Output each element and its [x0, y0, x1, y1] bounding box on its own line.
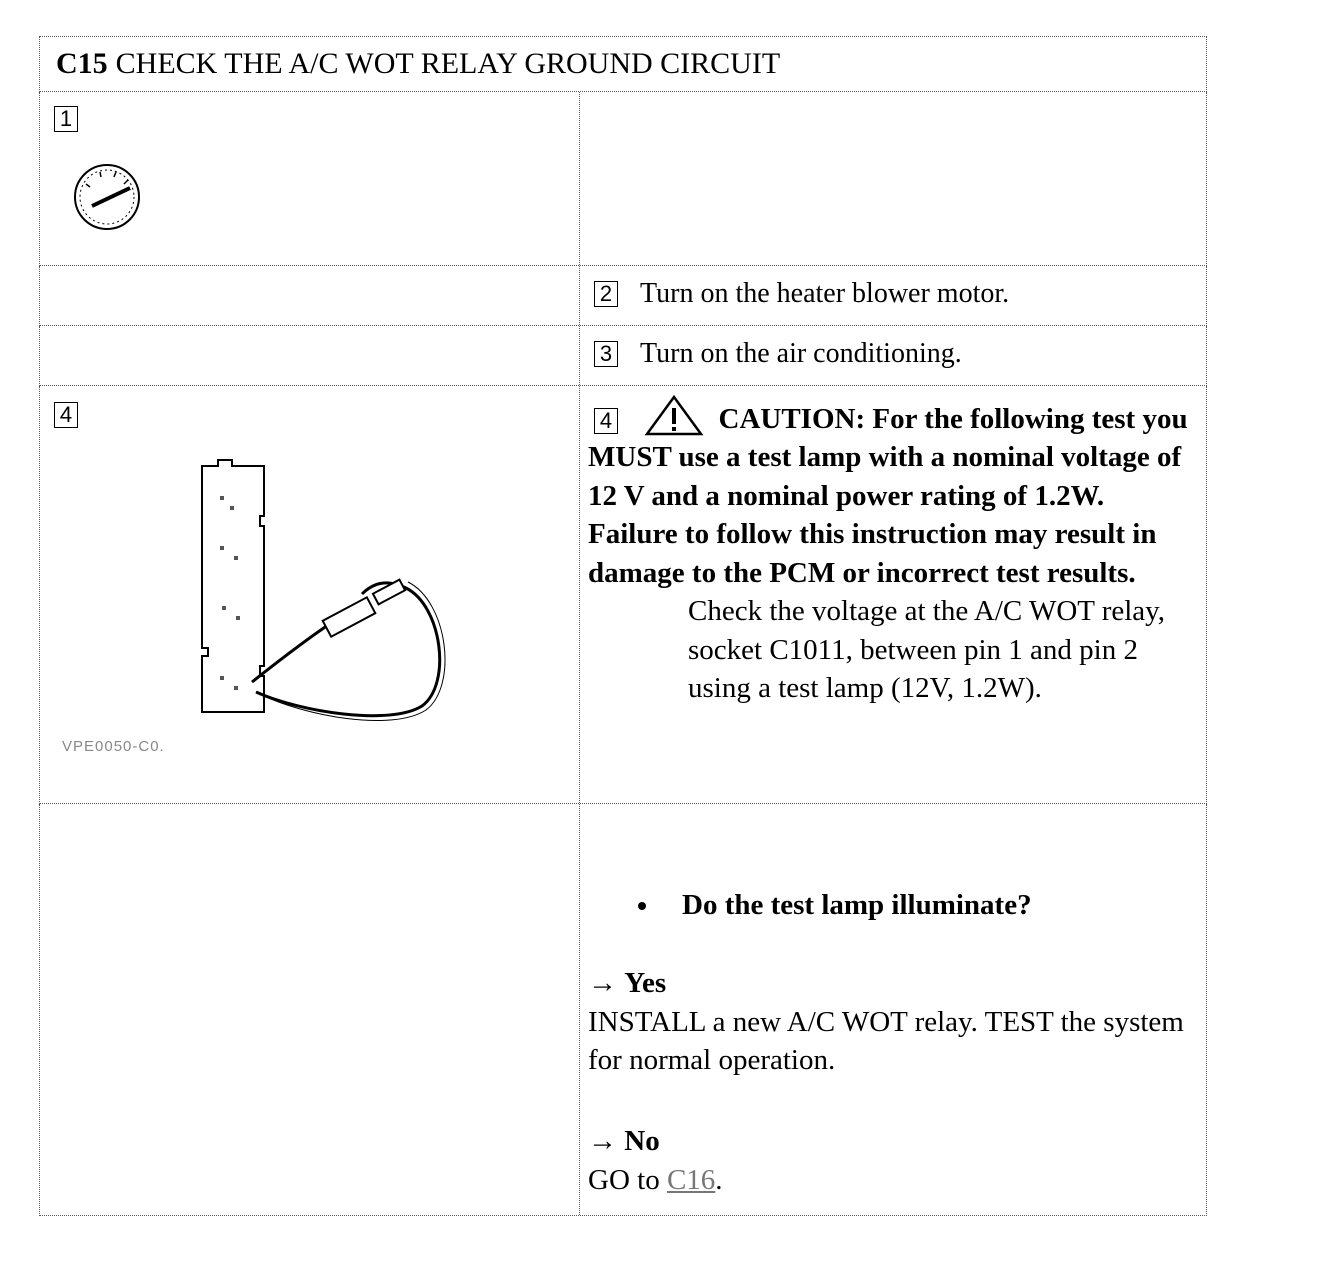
test-step-table	[39, 36, 1207, 1216]
step-3-line	[594, 338, 962, 370]
caution-block	[588, 394, 1196, 708]
question-text: Do the test lamp illuminate?	[682, 889, 1032, 921]
warning-triangle-icon	[643, 394, 705, 438]
step-3-right	[580, 326, 1206, 385]
goto-c16-link[interactable]: C16	[666, 1163, 716, 1196]
step-row-3	[39, 326, 1207, 386]
step-2-left	[40, 266, 580, 325]
step-4-right	[580, 386, 1206, 803]
question-item	[638, 889, 1032, 922]
arrow-right-icon: →	[588, 1125, 625, 1157]
no-prefix: GO to	[588, 1163, 667, 1196]
step-4-instruction: Check the voltage at the A/C WOT relay, socket C1011, between pin 1 and pin 2 using a test lamp (12V, 1.2W).	[688, 595, 1166, 704]
no-label: No	[624, 1125, 660, 1157]
yes-label: Yes	[624, 967, 667, 999]
step-2-line	[594, 278, 1009, 310]
yes-text: INSTALL a new A/C WOT relay. TEST the system for normal operation.	[588, 1005, 1184, 1076]
step-2-number: 2	[594, 281, 618, 307]
step-3-left	[40, 326, 580, 385]
step-4-number: 4	[594, 408, 618, 434]
relay-test-lamp-illustration	[190, 456, 450, 756]
step-1-number: 1	[54, 106, 78, 132]
step-1-left	[40, 92, 580, 265]
bullet-icon	[638, 902, 646, 910]
ignition-gauge-icon	[70, 162, 144, 232]
step-title: CHECK THE A/C WOT RELAY GROUND CIRCUIT	[115, 47, 781, 80]
step-3-text: Turn on the air conditioning.	[640, 338, 962, 369]
step-2-right	[580, 266, 1206, 325]
step-row-4	[39, 386, 1207, 804]
no-answer	[588, 1122, 723, 1199]
step-1-right	[580, 92, 1206, 265]
result-cell	[580, 804, 1206, 1215]
caution-text: CAUTION: For the following test you MUST use a test lamp with a nominal voltage of 12 V and a nominal power rating of 1.2W. Failure to follow this instruction may result in damage to the PCM or incorrect test results.	[588, 402, 1188, 589]
no-suffix: .	[715, 1163, 723, 1196]
step-2-text: Turn on the heater blower motor.	[640, 278, 1010, 309]
step-5-left	[40, 804, 580, 1215]
illustration-caption: VPE0050-C0.	[62, 738, 165, 755]
yes-answer	[588, 964, 1206, 1080]
step-row-2	[39, 266, 1207, 326]
step-4-left-number: 4	[54, 402, 78, 428]
step-header	[39, 36, 1207, 92]
step-3-number: 3	[594, 341, 618, 367]
step-row-1	[39, 92, 1207, 266]
arrow-right-icon: →	[588, 967, 625, 999]
step-code: C15	[56, 47, 108, 80]
step-row-5	[39, 804, 1207, 1216]
step-4-left	[40, 386, 580, 803]
